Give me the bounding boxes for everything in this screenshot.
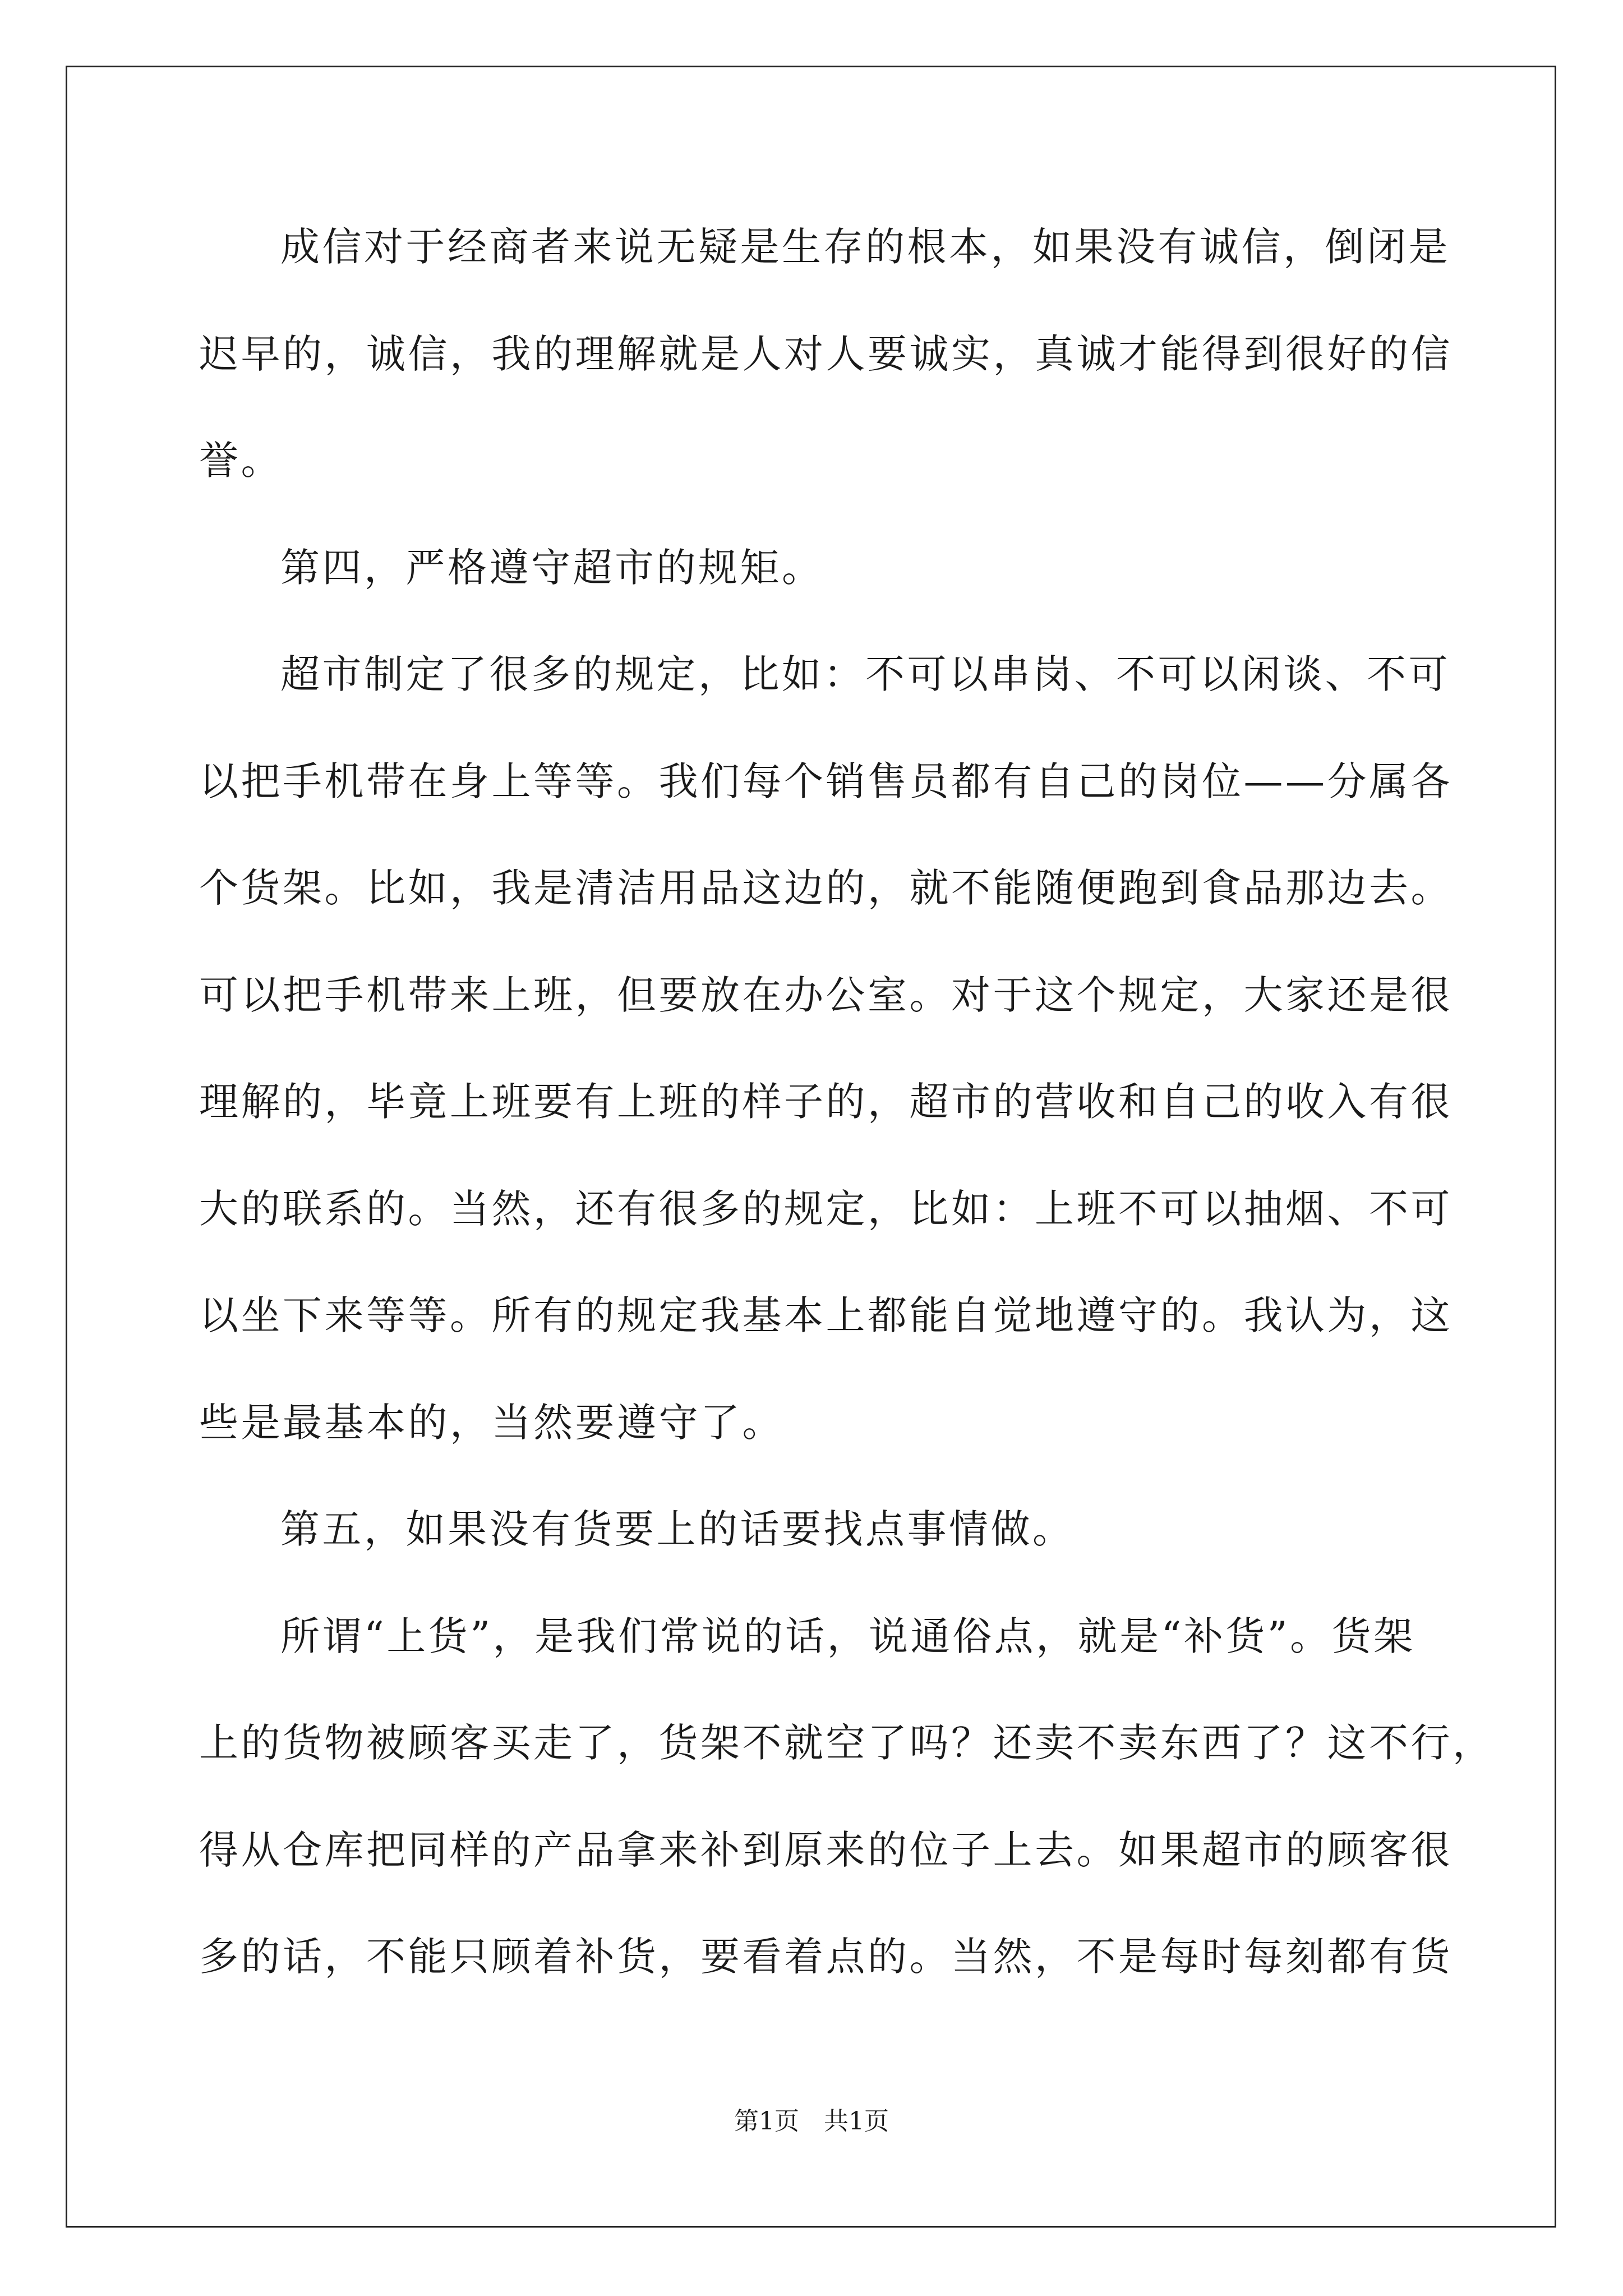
- page-number-footer: 第1页 共1页: [734, 2107, 889, 2136]
- text-line: 第五，如果没有货要上的话要找点事情做。: [280, 1506, 1075, 1552]
- text-line: 迟早的，诚信，我的理解就是人对人要诚实，真诚才能得到很好的信: [199, 330, 1453, 377]
- text-line: 上的货物被顾客买走了，货架不就空了吗？还卖不卖东西了？这不行，: [199, 1720, 1495, 1766]
- text-line: 些是最基本的，当然要遵守了。: [199, 1399, 784, 1446]
- text-line: 个货架。比如，我是清洁用品这边的，就不能随便跑到食品那边去。: [199, 865, 1453, 911]
- text-line: 可以把手机带来上班，但要放在办公室。对于这个规定，大家还是很: [199, 972, 1453, 1018]
- text-line: 以坐下来等等。所有的规定我基本上都能自觉地遵守的。我认为，这: [199, 1292, 1453, 1338]
- text-line: 誉。: [199, 438, 283, 484]
- page-border: [66, 66, 1556, 2228]
- text-line: 理解的，毕竟上班要有上班的样子的，超市的营收和自己的收入有很: [199, 1079, 1453, 1125]
- text-line: 成信对于经商者来说无疑是生存的根本，如果没有诚信，倒闭是: [280, 224, 1450, 270]
- text-line: 第四，严格遵守超市的规矩。: [280, 544, 824, 591]
- text-line: 超市制定了很多的规定，比如：不可以串岗、不可以闲谈、不可: [280, 651, 1450, 697]
- text-line: 多的话，不能只顾着补货，要看着点的。当然，不是每时每刻都有货: [199, 1934, 1453, 1980]
- text-line: 大的联系的。当然，还有很多的规定，比如：上班不可以抽烟、不可: [199, 1185, 1453, 1232]
- text-line: 得从仓库把同样的产品拿来补到原来的位子上去。如果超市的顾客很: [199, 1826, 1453, 1873]
- text-line: 所谓“上货”，是我们常说的话，说通俗点，就是“补货”。货架: [280, 1613, 1415, 1659]
- text-line: 以把手机带在身上等等。我们每个销售员都有自己的岗位——分属各: [199, 758, 1453, 804]
